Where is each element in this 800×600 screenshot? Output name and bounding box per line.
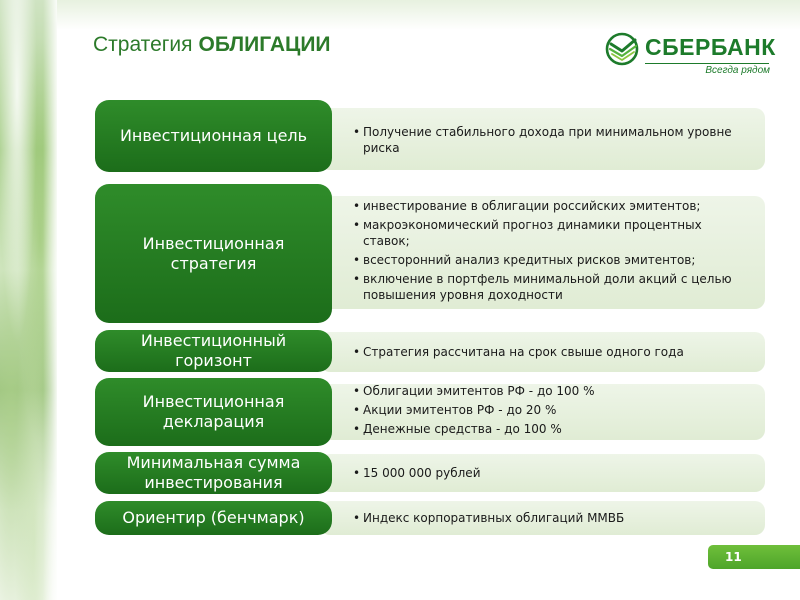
side-foliage-image	[0, 0, 57, 600]
list-item: • Индекс корпоративных облигаций ММВБ	[353, 510, 745, 526]
slide-title-regular: Стратегия	[93, 33, 193, 56]
logo-name: СБЕРБАНК	[645, 34, 776, 60]
list-item: • Акции эмитентов РФ - до 20 %	[353, 402, 745, 418]
row-investment-declaration	[95, 378, 765, 446]
row-items	[353, 383, 745, 440]
row-label: Инвестиционная декларация	[95, 378, 332, 446]
row-benchmark	[95, 501, 765, 535]
row-investment-goal	[95, 100, 765, 172]
list-item: • Облигации эмитентов РФ - до 100 %	[353, 383, 745, 399]
list-item: • макроэкономический прогноз динамики процентных ставок;	[353, 217, 745, 249]
list-item: • инвестирование в облигации российских эмитентов;	[353, 198, 745, 214]
list-item: • 15 000 000 рублей	[353, 465, 745, 481]
top-strip	[0, 0, 800, 30]
row-items	[353, 124, 745, 159]
row-minimum-investment	[95, 452, 765, 494]
row-label: Минимальная сумма инвестирования	[95, 452, 332, 494]
row-items	[353, 510, 745, 529]
list-item: • Стратегия рассчитана на срок свыше одного года	[353, 344, 745, 360]
row-investment-horizon	[95, 330, 765, 372]
page-number: 11	[708, 545, 800, 569]
list-item: • Денежные средства - до 100 %	[353, 421, 745, 437]
logo-divider	[645, 63, 769, 64]
row-label: Инвестиционный горизонт	[95, 330, 332, 372]
row-items	[353, 465, 745, 484]
slide-title-bold: ОБЛИГАЦИИ	[198, 33, 331, 56]
logo-tagline: Всегда рядом	[705, 65, 770, 76]
list-item: • всесторонний анализ кредитных рисков эмитентов;	[353, 252, 745, 268]
row-investment-strategy	[95, 184, 765, 323]
row-label: Инвестиционная стратегия	[95, 184, 332, 323]
row-items	[353, 344, 745, 363]
sberbank-logo	[605, 32, 776, 78]
row-items	[353, 198, 745, 306]
sberbank-logo-icon	[605, 32, 639, 66]
slide-title	[93, 33, 331, 57]
row-label: Инвестиционная цель	[95, 100, 332, 172]
list-item: • Получение стабильного дохода при минимальном уровне риска	[353, 124, 745, 156]
row-label: Ориентир (бенчмарк)	[95, 501, 332, 535]
list-item: • включение в портфель минимальной доли акций с целью повышения уровня доходности	[353, 271, 745, 303]
